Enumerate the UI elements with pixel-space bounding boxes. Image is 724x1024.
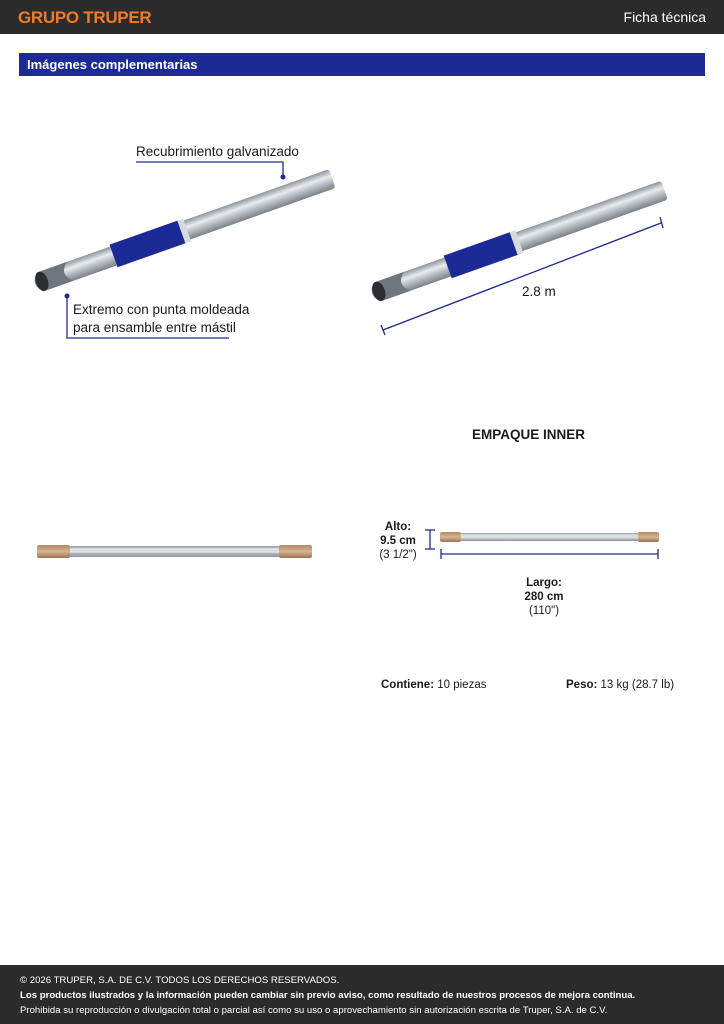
footer bbox=[0, 965, 724, 1024]
contains-value: 10 piezas bbox=[437, 679, 487, 691]
section-title: Imágenes complementarias bbox=[27, 57, 198, 72]
coating-callout-label: Recubrimiento galvanizado bbox=[136, 144, 299, 159]
height-label: Alto: bbox=[384, 521, 412, 533]
footer-prohibition: Prohibida su reproducción o divulgación total o parcial así como su uso o aprovechamiento sin autorización escrita de Truper, S.A. de C.V. bbox=[20, 1005, 608, 1016]
footer-notice: Los productos ilustrados y la información pueden cambiar sin previo aviso, como resultado de nuestros procesos de mejora continua. bbox=[20, 990, 636, 1001]
pipe-detail-image bbox=[31, 167, 336, 295]
length-label-pack: Largo: bbox=[526, 577, 562, 589]
length-inches-pack: (110") bbox=[528, 605, 560, 617]
contains-label: Contiene: bbox=[381, 679, 435, 691]
tip-callout-label-line2: para ensamble entre mástil bbox=[73, 320, 236, 335]
inner-pack-dimension-image bbox=[440, 532, 659, 542]
coating-callout-line bbox=[136, 162, 286, 180]
length-value-pack: 280 cm bbox=[524, 591, 564, 603]
length-label: 2.8 m bbox=[522, 284, 556, 299]
length-dimension-bracket bbox=[441, 549, 658, 559]
brand-logo: GRUPO TRUPER bbox=[18, 8, 152, 27]
height-value: 9.5 cm bbox=[380, 535, 416, 547]
height-dimension-bracket bbox=[425, 530, 435, 549]
weight-row bbox=[566, 679, 674, 691]
tip-callout-label-line1: Extremo con punta moldeada bbox=[73, 302, 250, 317]
footer-copyright: © 2026 TRUPER, S.A. DE C.V. TODOS LOS DERECHOS RESERVADOS. bbox=[20, 975, 340, 986]
packaging-title: EMPAQUE INNER bbox=[472, 427, 586, 442]
weight-label: Peso: bbox=[566, 679, 598, 691]
height-inches: (3 1/2") bbox=[379, 549, 417, 561]
document-type: Ficha técnica bbox=[623, 9, 706, 25]
contains-row bbox=[381, 679, 486, 691]
pipe-length-image bbox=[368, 179, 668, 305]
inner-pack-image bbox=[37, 545, 312, 558]
weight-value: 13 kg (28.7 lb) bbox=[600, 679, 675, 691]
